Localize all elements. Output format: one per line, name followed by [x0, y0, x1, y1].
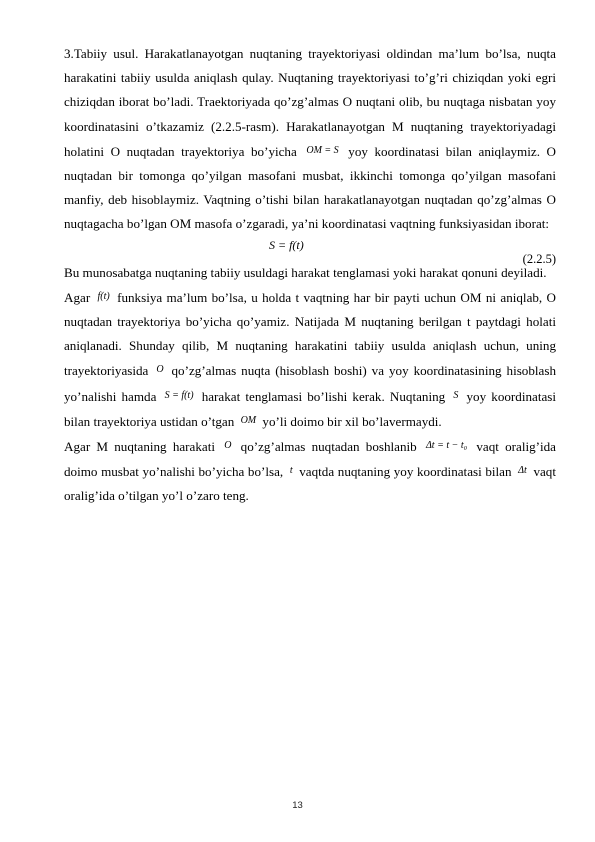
equation-motion-law: S = f(t)	[269, 237, 304, 252]
text-run: yo’li doimo bir xil bo’lavermaydi.	[262, 413, 442, 429]
page-number: 13	[292, 800, 303, 811]
math-s: S	[453, 389, 459, 401]
paragraph-natural-method	[64, 42, 556, 237]
text-run: yoy koordinatasi bilan aniqlaymiz. O nuqtadan bir tomonga qo’yilgan masofani musbat, ikkinchi tomonga qo’yilgan masofani manfiy, deb hisoblaymiz. Vaqtning o’tishi bilan harakatlanayotgan nuqtadan qo’zg’almas O nuqtagacha bo’lgan OM masofa o’zgaradi, ya’ni koordinatasi vaqtning funksiyasidan iborat:	[64, 143, 556, 232]
math-om-equals-s: OM = S	[306, 144, 339, 156]
equation-line	[64, 237, 556, 266]
math-delta-t-interval: Δt = t − t₀	[425, 440, 468, 452]
text-run: funksiya ma’lum bo’lsa, u holda t vaqtning har bir payti uchun OM ni aniqlab, O nuqtadan trayektoriya bo’yicha qo’yamiz. Natijada M nuqtaning berilgan t paytdagi holati aniqlanadi. Shunday qilib, M nuqtaning harakatini tabiiy usulda aniqlash uchun, uning trayektoriyasida	[64, 289, 556, 379]
text-run: vaqt oralig’ida doimo musbat yo’nalishi bo’yicha bo’lsa,	[64, 439, 556, 480]
text-run: Bu munosabatga nuqtaning tabiiy usuldagi harakat tenglamasi yoki harakat qonuni deyiladi.	[64, 264, 547, 280]
math-point-o: O	[224, 440, 232, 452]
text-run: Agar M nuqtaning harakati	[64, 439, 215, 455]
paragraph-positive-direction	[64, 434, 556, 509]
body-text	[64, 42, 556, 509]
text-run: Agar	[64, 289, 91, 305]
math-point-o: O	[156, 364, 164, 376]
text-run: qo’zg’almas nuqta (hisoblash boshi) va yoy koordinatasining hisoblash yo’nalishi hamda	[64, 363, 556, 404]
math-f-of-t: f(t)	[97, 290, 110, 302]
text-run: harakat tenglamasi bo’lishi kerak. Nuqtaning	[201, 388, 446, 404]
text-run: vaqtda nuqtaning yoy koordinatasi bilan	[299, 464, 512, 480]
math-s-equals-f-t: S = f(t)	[164, 389, 194, 401]
text-run: vaqt oralig’ida o’tilgan yo’l o’zaro teng.	[64, 464, 556, 504]
text-run: yoy koordinatasi bilan trayektoriya ustidan o’tgan	[64, 388, 557, 429]
math-om: OM	[240, 414, 257, 426]
text-run: qo’zg’almas nuqtadan boshlanib	[240, 439, 417, 455]
math-t: t	[289, 465, 293, 477]
math-delta-t: Δt	[518, 465, 527, 477]
text-run: 3.Tabiiy usul. Harakatlanayotgan nuqtaning trayektoriyasi oldindan ma’lum bo’lsa, nuqta harakatini tabiiy usulda aniqlash qulay. Nuqtaning trayektoriyasi to’g’ri chiziqdan yoki egri chiziqdan iborat bo’ladi. Traektoriyada qo’zg’almas O nuqtani olib, bu nuqtaga nisbatan yoy koordinatasini o’tkazamiz (2.2.5-rasm). Harakatlanayotgan M nuqtaning trayektoriyadagi holatini O nuqtadan trayektoriya bo’yicha	[64, 46, 556, 159]
equation-number: (2.2.5)	[522, 251, 556, 266]
paragraph-definition	[64, 261, 556, 285]
paragraph-function-known	[64, 285, 556, 434]
